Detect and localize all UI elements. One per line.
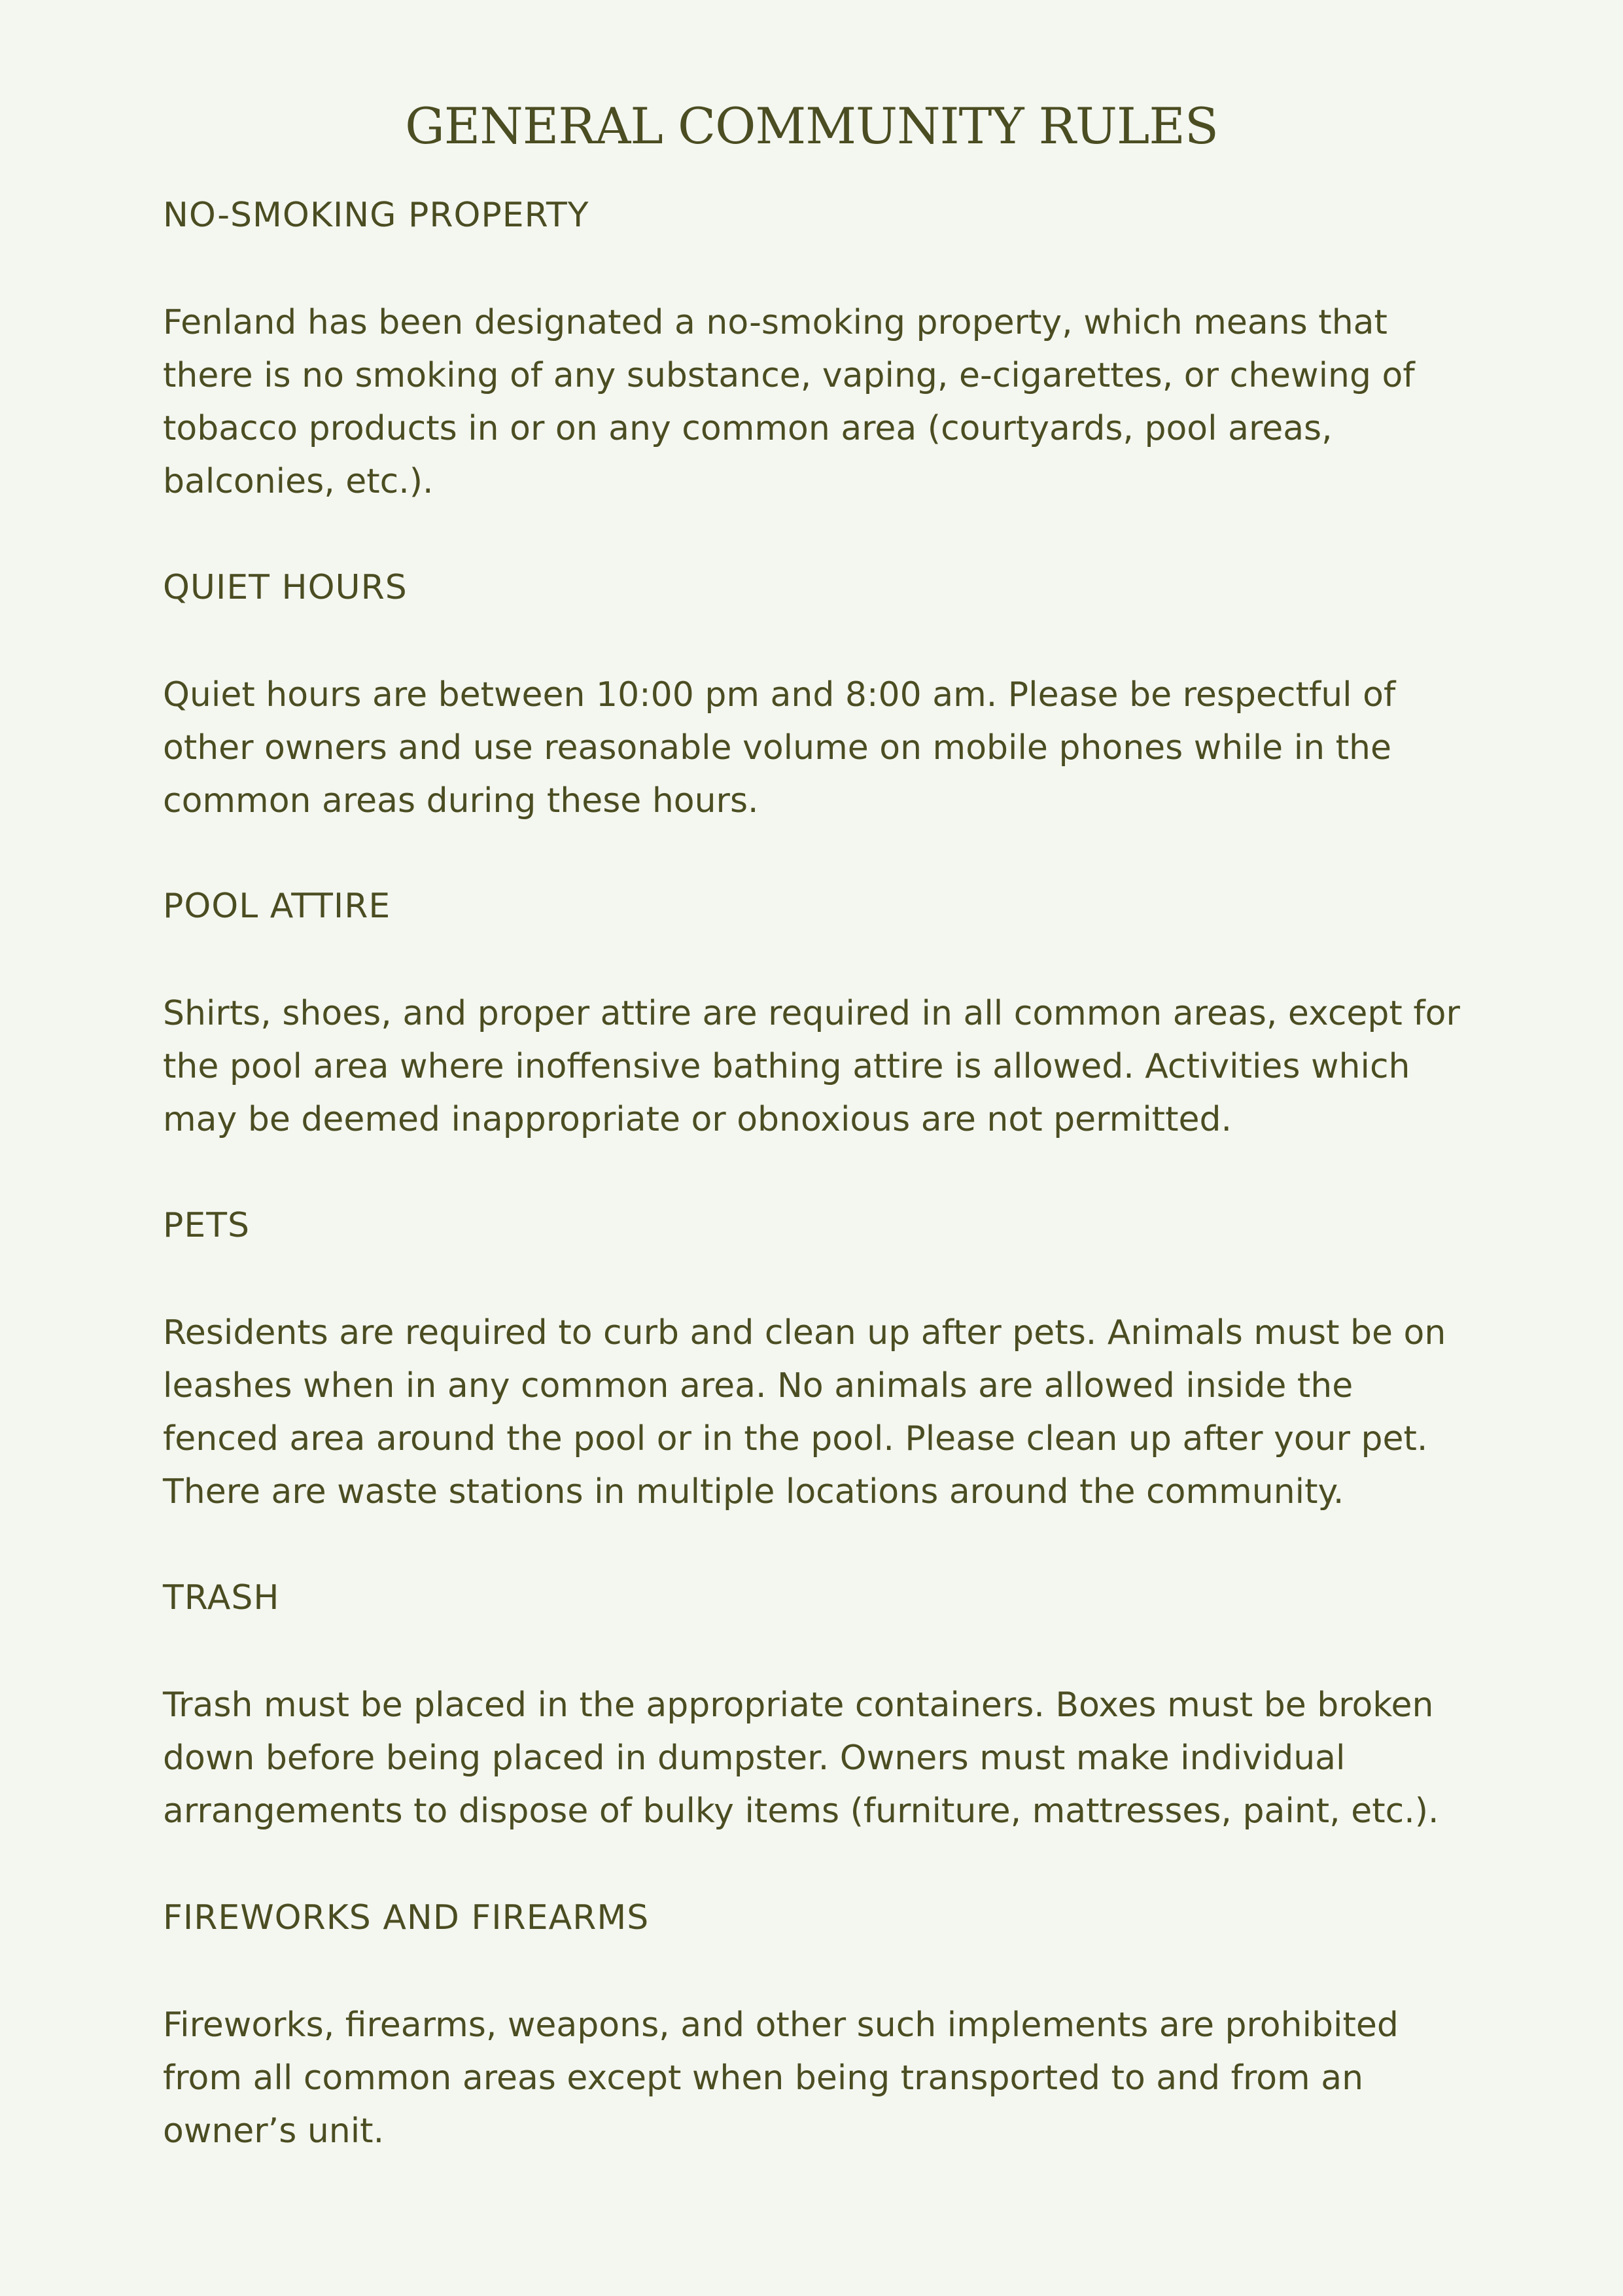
section-heading-no-smoking: NO-SMOKING PROPERTY: [163, 196, 589, 235]
page-title: GENERAL COMMUNITY RULES: [405, 97, 1218, 155]
section-trash: [163, 1573, 1478, 1838]
section-heading-pets: PETS: [163, 1206, 250, 1245]
section-heading-pool-attire: POOL ATTIRE: [163, 887, 391, 926]
section-quiet-hours: [163, 563, 1478, 828]
section-body-pets: Residents are required to curb and clean up after pets. Animals must be on leashes when in any common area. No animals are allowed inside the fenced area around the pool or in the pool. Please clean up after your pet. There are waste stations in multiple locations around the community.: [163, 1313, 1446, 1511]
section-heading-trash: TRASH: [163, 1578, 280, 1617]
section-heading-fireworks-firearms: FIREWORKS AND FIREARMS: [163, 1898, 650, 1937]
section-body-no-smoking: Fenland has been designated a no-smoking property, which means that there is no smoking of any substance, vaping, e-cigarettes, or chewing of tobacco products in or on any common area (courtyards, pool areas, balconies, etc.).: [163, 303, 1415, 501]
section-pool-attire: [163, 881, 1478, 1146]
section-body-trash: Trash must be placed in the appropriate containers. Boxes must be broken down before being placed in dumpster. Owners must make individual arrangements to dispose of bulky items (furniture, mattresses, paint, etc.).: [163, 1686, 1439, 1831]
section-heading-quiet-hours: QUIET HOURS: [163, 568, 408, 607]
section-no-smoking: [163, 190, 1478, 508]
section-body-quiet-hours: Quiet hours are between 10:00 pm and 8:00 am. Please be respectful of other owners and use reasonable volume on mobile phones while in the common areas during these hours.: [163, 675, 1396, 821]
section-pets: [163, 1201, 1478, 1519]
section-fireworks-firearms: [163, 1893, 1478, 2158]
section-body-fireworks-firearms: Fireworks, firearms, weapons, and other such implements are prohibited from all common areas except when being transported to and from an owner’s unit.: [163, 2005, 1399, 2151]
section-body-pool-attire: Shirts, shoes, and proper attire are required in all common areas, except for the pool area where inoffensive bathing attire is allowed. Activities which may be deemed inappropriate or obnoxious are not permitted.: [163, 994, 1460, 1139]
